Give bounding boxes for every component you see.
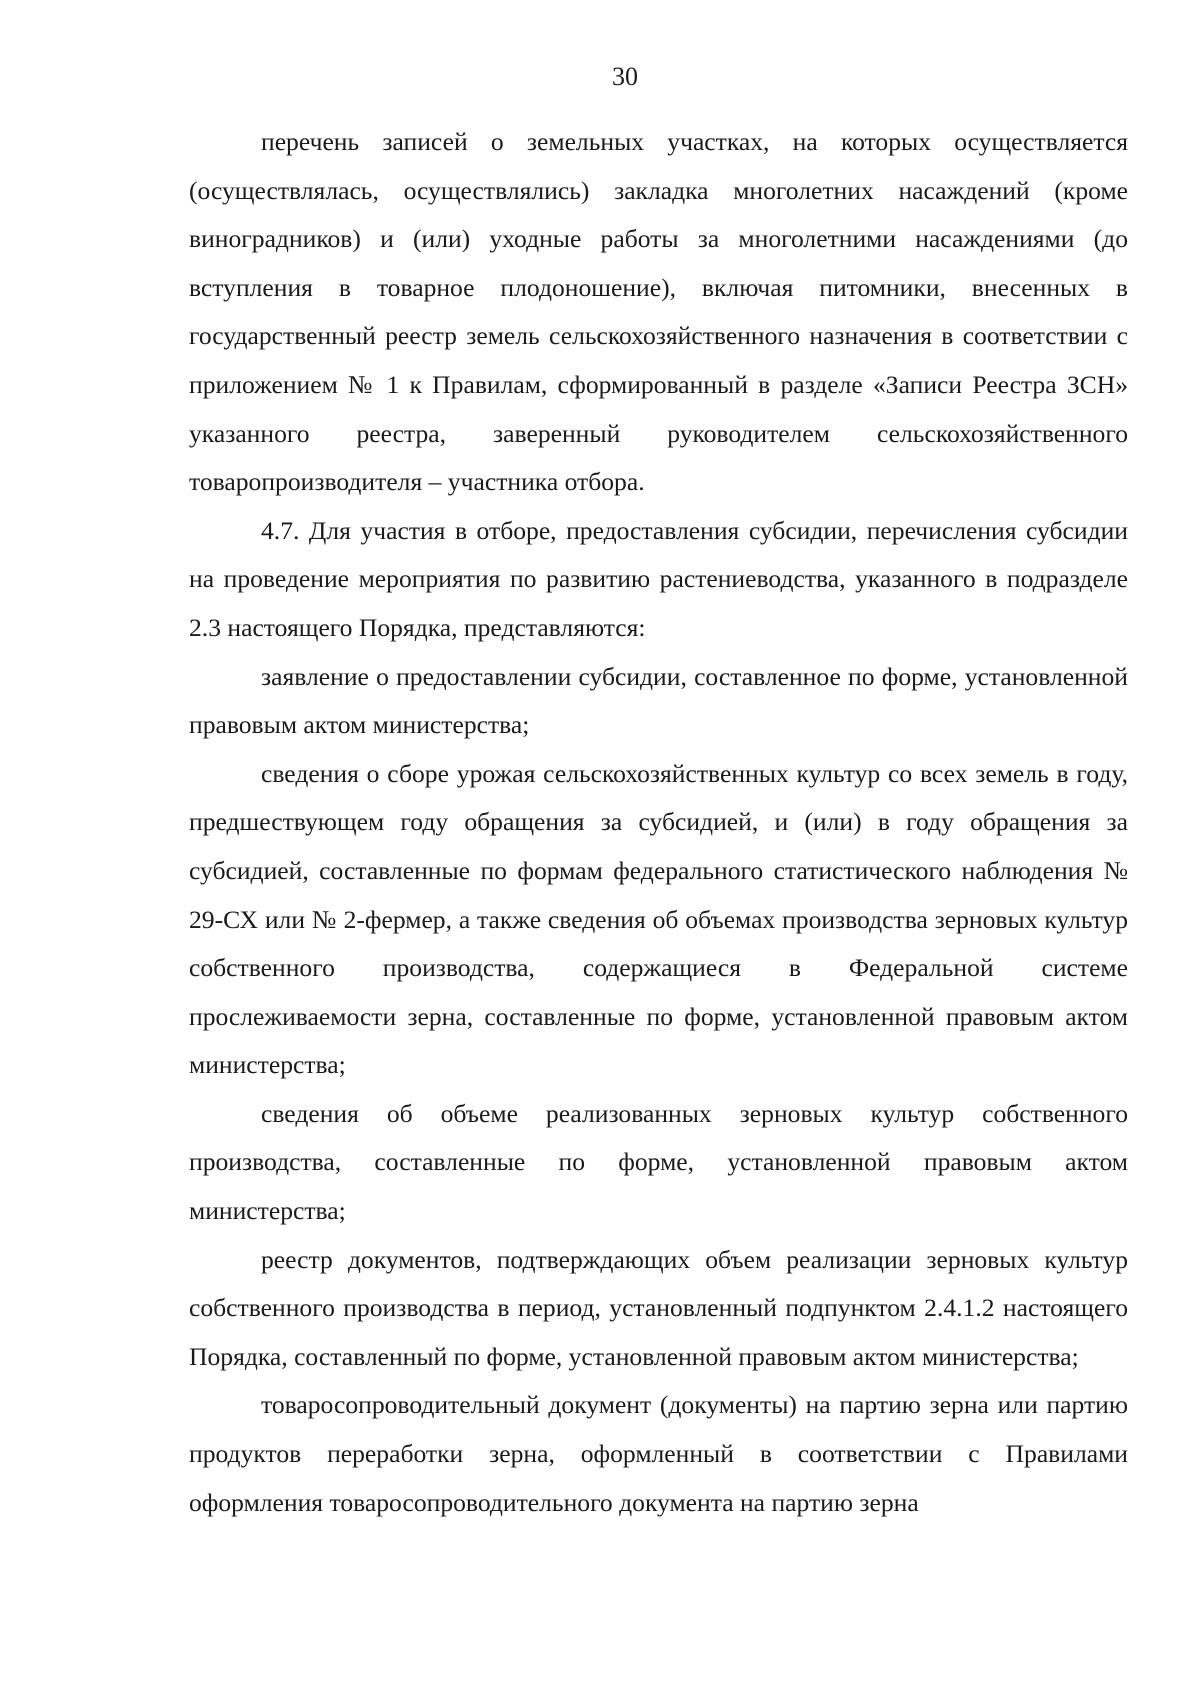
- paragraph-section-4-7: 4.7. Для участия в отборе, предоставления субсидии, перечисления субсидии на проведение мероприятия по развитию растениеводства, указанного в подразделе 2.3 настоящего Порядка, представляются:: [189, 515, 1128, 642]
- paragraph-subsidy-application: заявление о предоставлении субсидии, составленное по форме, установленной правовым актом министерства;: [189, 661, 1128, 740]
- paragraph-documents-registry: реестр документов, подтверждающих объем реализации зерновых культур собственного производства в период, установленный подпунктом 2.4.1.2 настоящего Порядка, составленный по форме, установленной правовым актом министерства;: [189, 1244, 1128, 1371]
- page-number: 30: [612, 62, 638, 91]
- paragraph-sold-grain-volume: сведения об объеме реализованных зерновых культур собственного производства, составленные по форме, установленной правовым актом министерства;: [189, 1098, 1128, 1226]
- paragraph-shipping-document: товаросопроводительный документ (документы) на партию зерна или партию продуктов переработки зерна, оформленный в соответствии с Правилами оформления товаросопроводительного документа на партию зерна: [189, 1390, 1128, 1517]
- paragraph-land-records-list: перечень записей о земельных участках, на которых осуществляется (осуществлялась, осуществлялись) закладка многолетних насаждений (кроме виноградников) и (или) уходные работы за многолетними насаждениями (до вступления в товарное плодоношение), включая питомники, внесенных в государственный реестр земель сельскохозяйственного назначения в соответствии с приложением № 1 к Правилам, сформированный в разделе «Записи Реестра ЗСН» указанного реестра, заверенный руководителем сельскохозяйственного товаропроизводителя – участника отбора.: [189, 127, 1128, 497]
- document-body: [189, 118, 1128, 1527]
- paragraph-harvest-information: сведения о сборе урожая сельскохозяйственных культур со всех земель в году, предшествующем году обращения за субсидией, и (или) в году обращения за субсидией, составленные по формам федерального статистического наблюдения № 29-СХ или № 2-фермер, а также сведения об объемах производства зерновых культур собственного производства, содержащиеся в Федеральной системе прослеживаемости зерна, составленные по форме, установленной правовым актом министерства;: [189, 758, 1128, 1080]
